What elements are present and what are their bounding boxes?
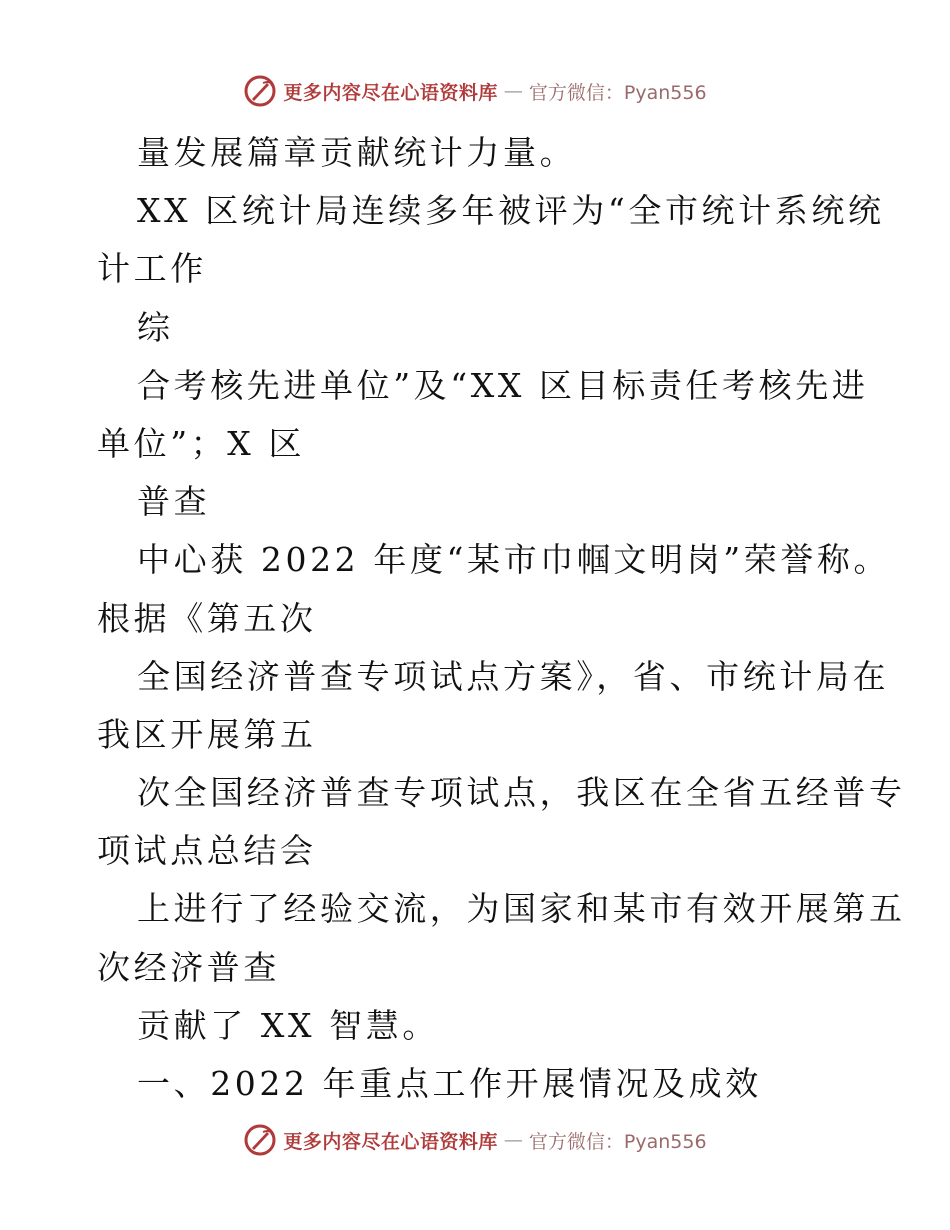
body-line: 我区开展第五 <box>97 714 317 754</box>
quill-logo-icon <box>243 1123 277 1157</box>
body-line: XX 区统计局连续多年被评为“全市统计系统统 <box>137 191 885 231</box>
body-line: 根据《第五次 <box>97 598 317 638</box>
body-line: 上进行了经验交流，为国家和某市有效开展第五 <box>137 889 906 929</box>
body-line: 次全国经济普查专项试点，我区在全省五经普专 <box>137 773 906 813</box>
body-line: 次经济普查 <box>97 947 280 987</box>
watermark-separator: — <box>503 1129 523 1151</box>
watermark-separator: — <box>503 80 523 102</box>
watermark-wechat: 官方微信：Pyan556 <box>528 1130 707 1153</box>
body-line: 合考核先进单位”及“XX 区目标责任考核先进 <box>137 365 869 405</box>
header-watermark <box>0 71 950 111</box>
body-line: 单位”；X 区 <box>97 423 306 463</box>
quill-logo-icon <box>243 74 277 108</box>
body-line: 普查 <box>137 482 211 522</box>
watermark-text: 更多内容尽在心语资料库 <box>283 81 498 104</box>
body-line: 项试点总结会 <box>97 831 317 871</box>
body-line: 贡献了 XX 智慧。 <box>137 1005 439 1045</box>
body-line: 中心获 2022 年度“某市巾帼文明岗”荣誉称。 <box>137 540 891 580</box>
section-heading: 一、2022 年重点工作开展情况及成效 <box>137 1064 762 1103</box>
document-body <box>97 124 906 1113</box>
body-line: 量发展篇章贡献统计力量。 <box>137 133 577 172</box>
body-line: 计工作 <box>97 249 207 289</box>
footer-watermark <box>0 1120 950 1160</box>
body-line: 全国经济普查专项试点方案》，省、市统计局在 <box>137 656 890 696</box>
body-line: 综 <box>137 307 174 347</box>
watermark-text: 更多内容尽在心语资料库 <box>283 1130 498 1153</box>
watermark-wechat: 官方微信：Pyan556 <box>528 81 707 104</box>
